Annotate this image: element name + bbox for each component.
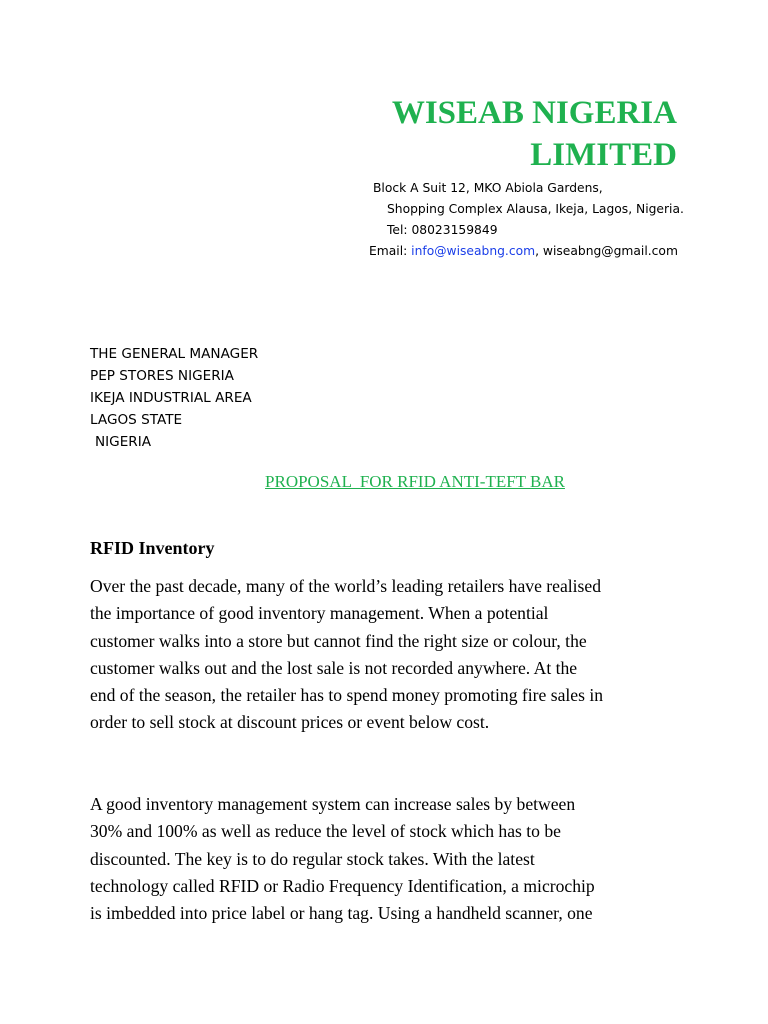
company-name-line2: LIMITED bbox=[530, 137, 677, 173]
paragraph-line: technology called RFID or Radio Frequency Identification, a microchip bbox=[90, 875, 595, 896]
recipient-line: PEP STORES NIGERIA bbox=[90, 368, 234, 384]
proposal-title: PROPOSAL FOR RFID ANTI-TEFT BAR bbox=[265, 472, 565, 491]
address-line2: Shopping Complex Alausa, Ikeja, Lagos, Nigeria. bbox=[387, 202, 684, 216]
paragraph-line: discounted. The key is to do regular stock takes. With the latest bbox=[90, 848, 535, 869]
paragraph-line: end of the season, the retailer has to spend money promoting fire sales in bbox=[90, 685, 604, 706]
recipient-line: LAGOS STATE bbox=[90, 412, 183, 428]
paragraph-2 bbox=[90, 791, 690, 927]
paragraph-line: 30% and 100% as well as reduce the level of stock which has to be bbox=[90, 821, 561, 842]
address-line1: Block A Suit 12, MKO Abiola Gardens, bbox=[373, 181, 603, 195]
recipient-address bbox=[90, 343, 258, 453]
recipient-line: IKEJA INDUSTRIAL AREA bbox=[90, 390, 252, 406]
paragraph-line: A good inventory management system can increase sales by between bbox=[90, 794, 576, 814]
section-heading: RFID Inventory bbox=[90, 538, 215, 558]
company-address bbox=[362, 178, 692, 262]
company-name bbox=[392, 92, 677, 176]
recipient-line: NIGERIA bbox=[95, 434, 152, 450]
paragraph-line: is imbedded into price label or hang tag. Using a handheld scanner, one bbox=[90, 903, 593, 924]
email-secondary: , wiseabng@gmail.com bbox=[535, 244, 678, 258]
paragraph-line: the importance of good inventory management. When a potential bbox=[90, 603, 549, 624]
email-label: Email: bbox=[369, 244, 412, 258]
paragraph-line: Over the past decade, many of the world’s leading retailers have realised bbox=[90, 576, 601, 596]
recipient-line: THE GENERAL MANAGER bbox=[90, 346, 259, 362]
paragraph-1 bbox=[90, 573, 690, 737]
paragraph-line: customer walks into a store but cannot find the right size or colour, the bbox=[90, 630, 587, 651]
email-link[interactable]: info@wiseabng.com bbox=[411, 244, 536, 258]
address-tel: Tel: 08023159849 bbox=[387, 223, 498, 237]
paragraph-line: customer walks out and the lost sale is not recorded anywhere. At the bbox=[90, 657, 578, 678]
address-email bbox=[362, 241, 692, 262]
paragraph-line: order to sell stock at discount prices or event below cost. bbox=[90, 712, 490, 733]
company-name-line1: WISEAB NIGERIA bbox=[391, 95, 677, 131]
